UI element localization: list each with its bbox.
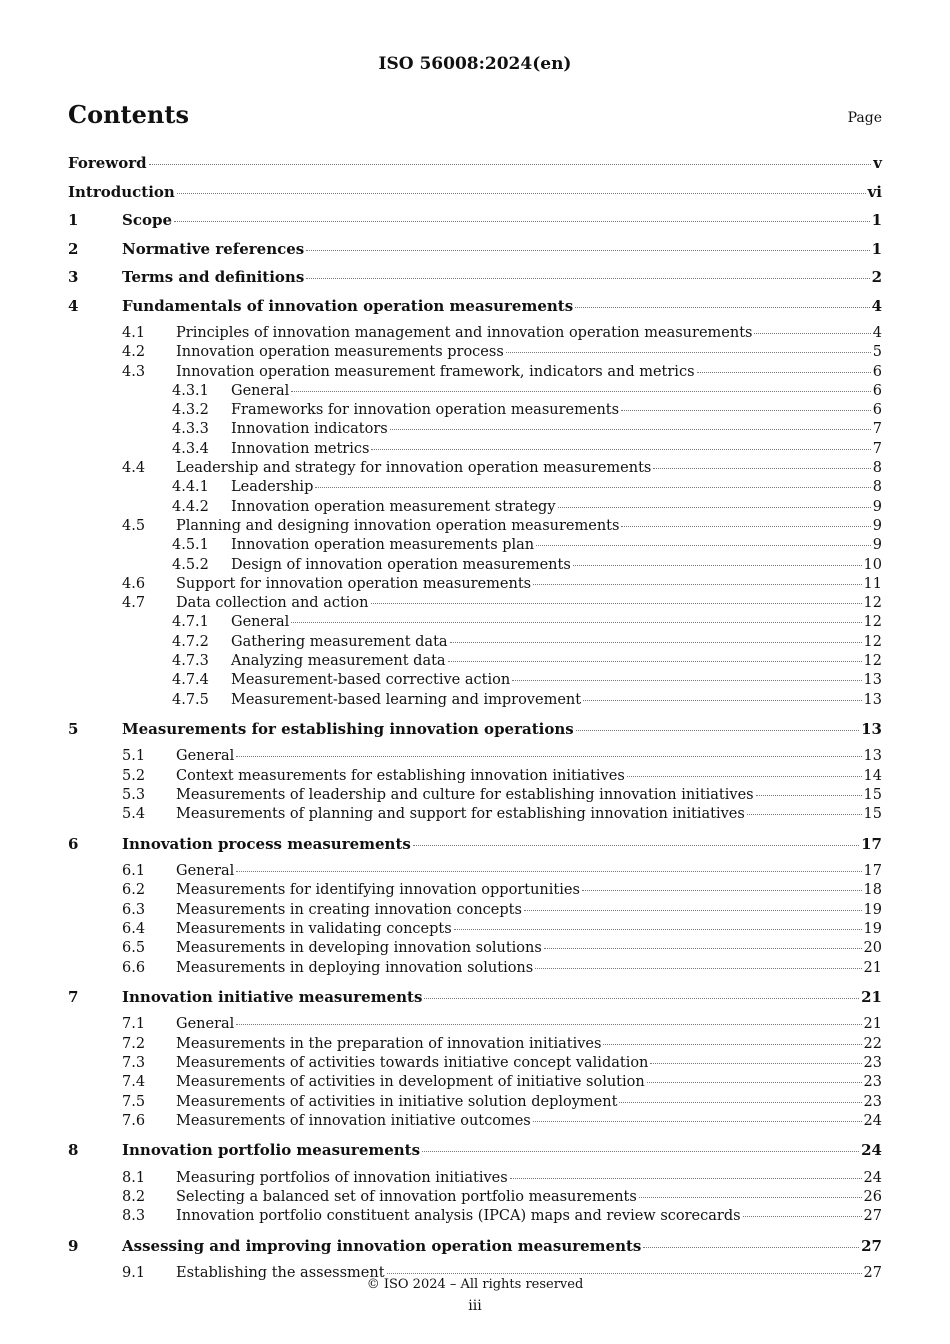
dot-leader (653, 468, 870, 469)
toc-entry-number: 9 (68, 1236, 79, 1255)
toc-entry-page: 23 (863, 1093, 882, 1110)
toc-entry-number: 6.5 (122, 940, 146, 957)
dot-leader (603, 1044, 861, 1045)
toc-entry[interactable] (68, 1141, 882, 1170)
toc-entry-page: 19 (863, 921, 882, 938)
toc-entry-page: 21 (863, 959, 882, 976)
toc-entry-page: 5 (872, 344, 882, 361)
toc-entry-page: v (873, 154, 882, 172)
toc-entry-title[interactable]: Leadership (231, 479, 314, 496)
toc-entry-title[interactable]: Scope (122, 211, 173, 229)
toc-entry-page: 15 (863, 787, 882, 804)
dot-leader (754, 333, 870, 334)
toc-entry[interactable] (68, 1208, 882, 1227)
toc-entry-title[interactable]: Measurements of planning and support for establishing innovation initiatives (176, 806, 745, 823)
toc-entry-number: 8.2 (122, 1188, 146, 1205)
toc-entry-page: 17 (861, 834, 882, 853)
dot-leader (291, 622, 861, 623)
toc-entry-number: 4.1 (122, 325, 146, 341)
toc-entry[interactable] (68, 988, 882, 1017)
toc-entry-title[interactable]: Measurements of activities in development of initiative solution (176, 1074, 645, 1091)
toc-entry-page: 6 (872, 382, 882, 399)
toc-entry-page: 1 (871, 239, 882, 258)
toc-entry-title[interactable]: Terms and definitions (122, 268, 305, 286)
toc-entry[interactable] (68, 748, 882, 767)
toc-entry-number: 7.2 (122, 1035, 146, 1052)
dot-leader (627, 776, 862, 777)
toc-entry-number: 7 (68, 987, 79, 1006)
toc-entry-number: 4.4.1 (172, 479, 209, 496)
toc-entry-title[interactable]: Innovation process measurements (122, 834, 411, 853)
toc-entry-page: 10 (863, 556, 882, 573)
toc-entry-number: 4.3 (122, 363, 146, 380)
dot-leader (371, 603, 862, 604)
toc-entry-page: 24 (863, 1169, 882, 1186)
toc-entry-number: 5.4 (122, 806, 146, 823)
toc-entry-page: 4 (871, 296, 882, 315)
toc-entry-title[interactable]: Frameworks for innovation operation measurements (231, 402, 620, 419)
toc-entry-title[interactable]: Innovation initiative measurements (122, 987, 423, 1006)
toc-entry-title[interactable]: Design of innovation operation measurements (231, 556, 571, 573)
toc-entry-number: 4 (68, 296, 79, 315)
dot-leader (149, 164, 872, 165)
toc-entry-title[interactable]: Normative references (122, 239, 305, 258)
dot-leader (236, 756, 861, 757)
toc-entry-number: 4.4.2 (172, 498, 209, 515)
toc-entry-title[interactable]: Selecting a balanced set of innovation portfolio measurements (176, 1188, 637, 1205)
toc-entry-title[interactable]: Measurements of innovation initiative outcomes (176, 1112, 531, 1129)
toc-entry[interactable] (68, 902, 882, 921)
toc-entry[interactable] (68, 653, 882, 672)
dot-leader (512, 680, 861, 681)
toc-entry-title[interactable]: Context measurements for establishing innovation initiatives (176, 767, 625, 784)
dot-leader (544, 948, 862, 949)
toc-entry[interactable] (68, 672, 882, 691)
toc-entry[interactable] (68, 364, 882, 383)
toc-entry[interactable] (68, 344, 882, 363)
toc-entry-page: 2 (871, 268, 882, 286)
toc-entry-number: 8 (68, 1141, 79, 1160)
toc-entry[interactable] (68, 882, 882, 901)
dot-leader (697, 372, 871, 373)
toc-entry-page: 9 (872, 537, 882, 554)
toc-entry-page: 23 (863, 1074, 882, 1091)
toc-entry-number: 7.6 (122, 1112, 146, 1129)
toc-entry-title[interactable]: Planning and designing innovation operation measurements (176, 517, 620, 534)
dot-leader (621, 526, 870, 527)
toc-entry-page: 17 (863, 863, 882, 880)
toc-entry-number: 8.1 (122, 1169, 146, 1186)
toc-entry-page: 15 (863, 806, 882, 823)
toc-entry-page: 13 (863, 672, 882, 689)
toc-entry[interactable] (68, 479, 882, 498)
dot-leader (643, 1247, 859, 1248)
toc-entry-page: 26 (863, 1188, 882, 1205)
toc-entry-number: 3 (68, 268, 79, 286)
toc-entry-number: 6 (68, 834, 79, 853)
toc-entry[interactable] (68, 441, 882, 460)
toc-entry-title[interactable]: Measurements for identifying innovation opportunities (176, 882, 580, 899)
toc-entry[interactable] (68, 421, 882, 440)
toc-entry-number: 5.1 (122, 748, 146, 765)
toc-entry-title[interactable]: Innovation operation measurements plan (231, 537, 535, 554)
toc-entry-number: 4.2 (122, 344, 146, 361)
toc-entry[interactable] (68, 460, 882, 479)
dot-leader (315, 487, 870, 488)
toc-entry-page: 8 (872, 479, 882, 496)
toc-entry-page: 12 (863, 653, 882, 670)
toc-entry[interactable] (68, 614, 882, 633)
dot-leader (506, 352, 871, 353)
dot-leader (756, 795, 862, 796)
toc-entry-page: 18 (863, 882, 882, 899)
toc-entry[interactable] (68, 768, 882, 787)
toc-entry[interactable] (68, 183, 882, 212)
toc-entry-number: 5.3 (122, 787, 146, 804)
document-header: ISO 56008:2024(en) (378, 54, 572, 74)
toc-entry[interactable] (68, 1094, 882, 1113)
toc-entry-number: 6.1 (122, 863, 146, 880)
toc-entry-title[interactable]: General (176, 748, 235, 765)
dot-leader (743, 1216, 862, 1217)
dot-leader (535, 968, 861, 969)
toc-entry-title[interactable]: Measurements in creating innovation concepts (176, 901, 522, 918)
toc-entry-number: 4.7.4 (172, 672, 209, 689)
toc-entry[interactable] (68, 557, 882, 576)
toc-entry-page: 21 (861, 987, 882, 1006)
toc-entry-title[interactable]: Measuring portfolios of innovation initiatives (176, 1169, 508, 1186)
toc-entry-number: 2 (68, 239, 79, 258)
toc-entry[interactable] (68, 1170, 882, 1189)
dot-leader (573, 565, 862, 566)
toc-entry-number: 7.4 (122, 1074, 146, 1091)
toc-entry-page: 27 (863, 1265, 882, 1282)
toc-entry[interactable] (68, 1055, 882, 1074)
dot-leader (619, 1102, 861, 1103)
toc-entry[interactable] (68, 499, 882, 518)
toc-entry[interactable] (68, 1113, 882, 1132)
toc-entry-title[interactable]: Measurement-based corrective action (231, 672, 511, 689)
toc-entry-title[interactable]: Measurements in deploying innovation solutions (176, 959, 534, 976)
dot-leader (524, 910, 862, 911)
toc-entry-page: 12 (863, 595, 882, 612)
dot-leader (413, 845, 859, 846)
toc-entry[interactable] (68, 240, 882, 269)
toc-entry-page: 6 (872, 402, 882, 419)
dot-leader (422, 1151, 859, 1152)
toc-entry-number: 7.1 (122, 1016, 146, 1033)
toc-entry-page: 9 (872, 498, 882, 515)
toc-entry-number: 1 (68, 211, 79, 229)
toc-entry-title[interactable]: Innovation portfolio constituent analysis (IPCA) maps and review scorecards (176, 1208, 741, 1225)
toc-entry[interactable] (68, 787, 882, 806)
toc-entry-page: 1 (871, 211, 882, 229)
toc-entry-title[interactable]: Measurements for establishing innovation operations (122, 719, 574, 738)
toc-entry-title[interactable]: Data collection and action (176, 595, 369, 612)
toc-entry-page: 22 (863, 1035, 882, 1052)
toc-entry-number: 5 (68, 719, 79, 738)
dot-leader (533, 1121, 862, 1122)
toc-entry-title[interactable]: Innovation operation measurement framework, indicators and metrics (176, 363, 695, 380)
toc-entry-number: 4.5.1 (172, 537, 209, 554)
toc-entry-page: 23 (863, 1055, 882, 1071)
toc-entry-title[interactable]: General (176, 863, 235, 880)
toc-entry-title[interactable]: Principles of innovation management and innovation operation measurements (176, 325, 753, 341)
dot-leader (177, 193, 866, 194)
toc-entry-number: 4.7.3 (172, 653, 209, 670)
toc-entry[interactable] (68, 1016, 882, 1035)
section-spacer (68, 1228, 882, 1237)
toc-entry[interactable] (68, 1189, 882, 1208)
toc-entry-page: 6 (872, 363, 882, 380)
toc-entry-page: 12 (863, 633, 882, 650)
toc-entry-page: 13 (863, 691, 882, 708)
toc-entry-title[interactable]: Gathering measurement data (231, 633, 448, 650)
toc-entry-number: 4.7.1 (172, 614, 209, 631)
toc-entry-page: 20 (863, 940, 882, 957)
dot-leader (747, 814, 862, 815)
dot-leader (576, 730, 859, 731)
toc-entry-title[interactable]: General (231, 614, 290, 631)
dot-leader (582, 890, 862, 891)
toc-entry-number: 4.3.4 (172, 440, 209, 457)
toc-entry-number: 8.3 (122, 1208, 146, 1225)
dot-leader (558, 507, 871, 508)
toc-entry-page: 9 (872, 517, 882, 534)
dot-leader (647, 1082, 862, 1083)
toc-entry[interactable] (68, 595, 882, 614)
toc-entry-title[interactable]: Measurements in validating concepts (176, 921, 452, 938)
toc-entry-title[interactable]: Measurement-based learning and improvement (231, 691, 582, 708)
toc-entry-number: 4.3.1 (172, 382, 209, 399)
toc-entry[interactable] (68, 268, 882, 297)
section-spacer (68, 1132, 882, 1141)
toc-entry[interactable] (68, 297, 882, 326)
toc-entry[interactable] (68, 537, 882, 556)
toc-entry-title[interactable]: General (176, 1016, 235, 1033)
dot-leader (424, 998, 859, 999)
table-of-contents (68, 154, 882, 1284)
dot-leader (454, 929, 862, 930)
toc-entry-title[interactable]: Foreword (68, 154, 147, 172)
toc-entry-title[interactable]: Establishing the assessment (176, 1265, 385, 1282)
toc-entry[interactable] (68, 154, 882, 183)
toc-entry-number: 4.6 (122, 575, 146, 592)
dot-leader (650, 1063, 861, 1064)
dot-leader (371, 449, 870, 450)
section-spacer (68, 979, 882, 988)
dot-leader (306, 250, 869, 251)
toc-entry[interactable] (68, 402, 882, 421)
toc-entry[interactable] (68, 211, 882, 240)
toc-entry-title[interactable]: Measurements in developing innovation solutions (176, 940, 542, 957)
toc-entry-title[interactable]: Assessing and improving innovation operation measurements (122, 1236, 642, 1255)
dot-leader (583, 700, 861, 701)
toc-entry-number: 6.4 (122, 921, 146, 938)
toc-entry-number: 4.3.3 (172, 421, 209, 438)
toc-entry-title[interactable]: Measurements of activities towards initiative concept validation (176, 1055, 649, 1071)
dot-leader (510, 1178, 862, 1179)
toc-entry[interactable] (68, 1036, 882, 1055)
toc-entry-number: 5.2 (122, 767, 146, 784)
dot-leader (390, 429, 871, 430)
toc-entry-page: 11 (863, 575, 882, 592)
toc-entry-number: 4.5 (122, 517, 146, 534)
toc-entry-page: 24 (863, 1112, 882, 1129)
page-number: iii (468, 1298, 482, 1314)
page-title: Contents (68, 100, 189, 129)
dot-leader (236, 871, 861, 872)
section-spacer (68, 826, 882, 835)
toc-entry-page: 19 (863, 901, 882, 918)
toc-entry-page: 21 (863, 1016, 882, 1033)
dot-leader (236, 1024, 861, 1025)
toc-entry-page: 8 (872, 460, 882, 477)
toc-entry-title[interactable]: Innovation operation measurement strategy (231, 498, 556, 515)
dot-leader (450, 642, 862, 643)
toc-entry[interactable] (68, 1074, 882, 1093)
dot-leader (174, 221, 870, 222)
toc-entry-number: 4.4 (122, 460, 146, 477)
toc-entry-title[interactable]: Support for innovation operation measurements (176, 575, 532, 592)
toc-entry[interactable] (68, 1237, 882, 1266)
toc-entry-title[interactable]: Innovation indicators (231, 421, 388, 438)
toc-entry-number: 4.3.2 (172, 402, 209, 419)
dot-leader (575, 307, 869, 308)
toc-entry[interactable] (68, 720, 882, 749)
toc-entry[interactable] (68, 325, 882, 344)
toc-entry[interactable] (68, 692, 882, 711)
dot-leader (533, 584, 861, 585)
toc-entry[interactable] (68, 634, 882, 653)
toc-entry-page: 4 (872, 325, 882, 341)
toc-entry-number: 7.5 (122, 1093, 146, 1110)
page-column-label: Page (847, 110, 882, 126)
toc-entry-title[interactable]: Innovation metrics (231, 440, 370, 457)
toc-entry-title[interactable]: Leadership and strategy for innovation operation measurements (176, 460, 652, 477)
dot-leader (448, 661, 862, 662)
dot-leader (639, 1197, 862, 1198)
dot-leader (536, 545, 871, 546)
dot-leader (387, 1273, 862, 1274)
toc-entry-page: 27 (861, 1236, 882, 1255)
toc-entry-page: 7 (872, 421, 882, 438)
toc-entry-title[interactable]: General (231, 382, 290, 399)
toc-entry-title[interactable]: Measurements of leadership and culture for establishing innovation initiatives (176, 787, 754, 804)
toc-entry-page: 7 (872, 440, 882, 457)
dot-leader (306, 278, 869, 279)
toc-entry[interactable] (68, 921, 882, 940)
section-spacer (68, 711, 882, 720)
toc-entry-title[interactable]: Introduction (68, 182, 175, 201)
toc-entry[interactable] (68, 940, 882, 959)
toc-entry-title[interactable]: Analyzing measurement data (231, 653, 446, 670)
dot-leader (291, 391, 870, 392)
toc-entry-number: 4.7.2 (172, 633, 209, 650)
toc-entry-page: 27 (863, 1208, 882, 1225)
toc-entry[interactable] (68, 383, 882, 402)
toc-entry-number: 6.2 (122, 882, 146, 899)
toc-entry-title[interactable]: Measurements in the preparation of innovation initiatives (176, 1035, 602, 1052)
copyright-footer: © ISO 2024 – All rights reserved (366, 1277, 584, 1292)
toc-entry-page: 24 (861, 1141, 882, 1160)
toc-entry-number: 4.5.2 (172, 556, 209, 573)
toc-entry-title[interactable]: Innovation operation measurements process (176, 344, 504, 361)
toc-entry-page: 13 (863, 748, 882, 765)
toc-entry-number: 7.3 (122, 1055, 146, 1071)
toc-entry-number: 9.1 (122, 1265, 146, 1282)
toc-entry[interactable] (68, 518, 882, 537)
toc-entry-page: 13 (861, 719, 882, 738)
dot-leader (621, 410, 871, 411)
toc-entry[interactable] (68, 576, 882, 595)
toc-entry-title[interactable]: Fundamentals of innovation operation measurements (122, 296, 574, 315)
toc-entry[interactable] (68, 806, 882, 825)
toc-entry-page: 14 (863, 767, 882, 784)
toc-entry-title[interactable]: Innovation portfolio measurements (122, 1141, 421, 1160)
toc-entry-number: 6.6 (122, 959, 146, 976)
toc-entry-title[interactable]: Measurements of activities in initiative solution deployment (176, 1093, 618, 1110)
toc-entry-number: 4.7.5 (172, 691, 209, 708)
toc-entry-page: vi (867, 182, 882, 201)
toc-entry-number: 4.7 (122, 595, 146, 612)
toc-entry[interactable] (68, 863, 882, 882)
toc-entry-page: 12 (863, 614, 882, 631)
toc-entry-number: 6.3 (122, 901, 146, 918)
toc-entry[interactable] (68, 960, 882, 979)
toc-entry[interactable] (68, 835, 882, 864)
